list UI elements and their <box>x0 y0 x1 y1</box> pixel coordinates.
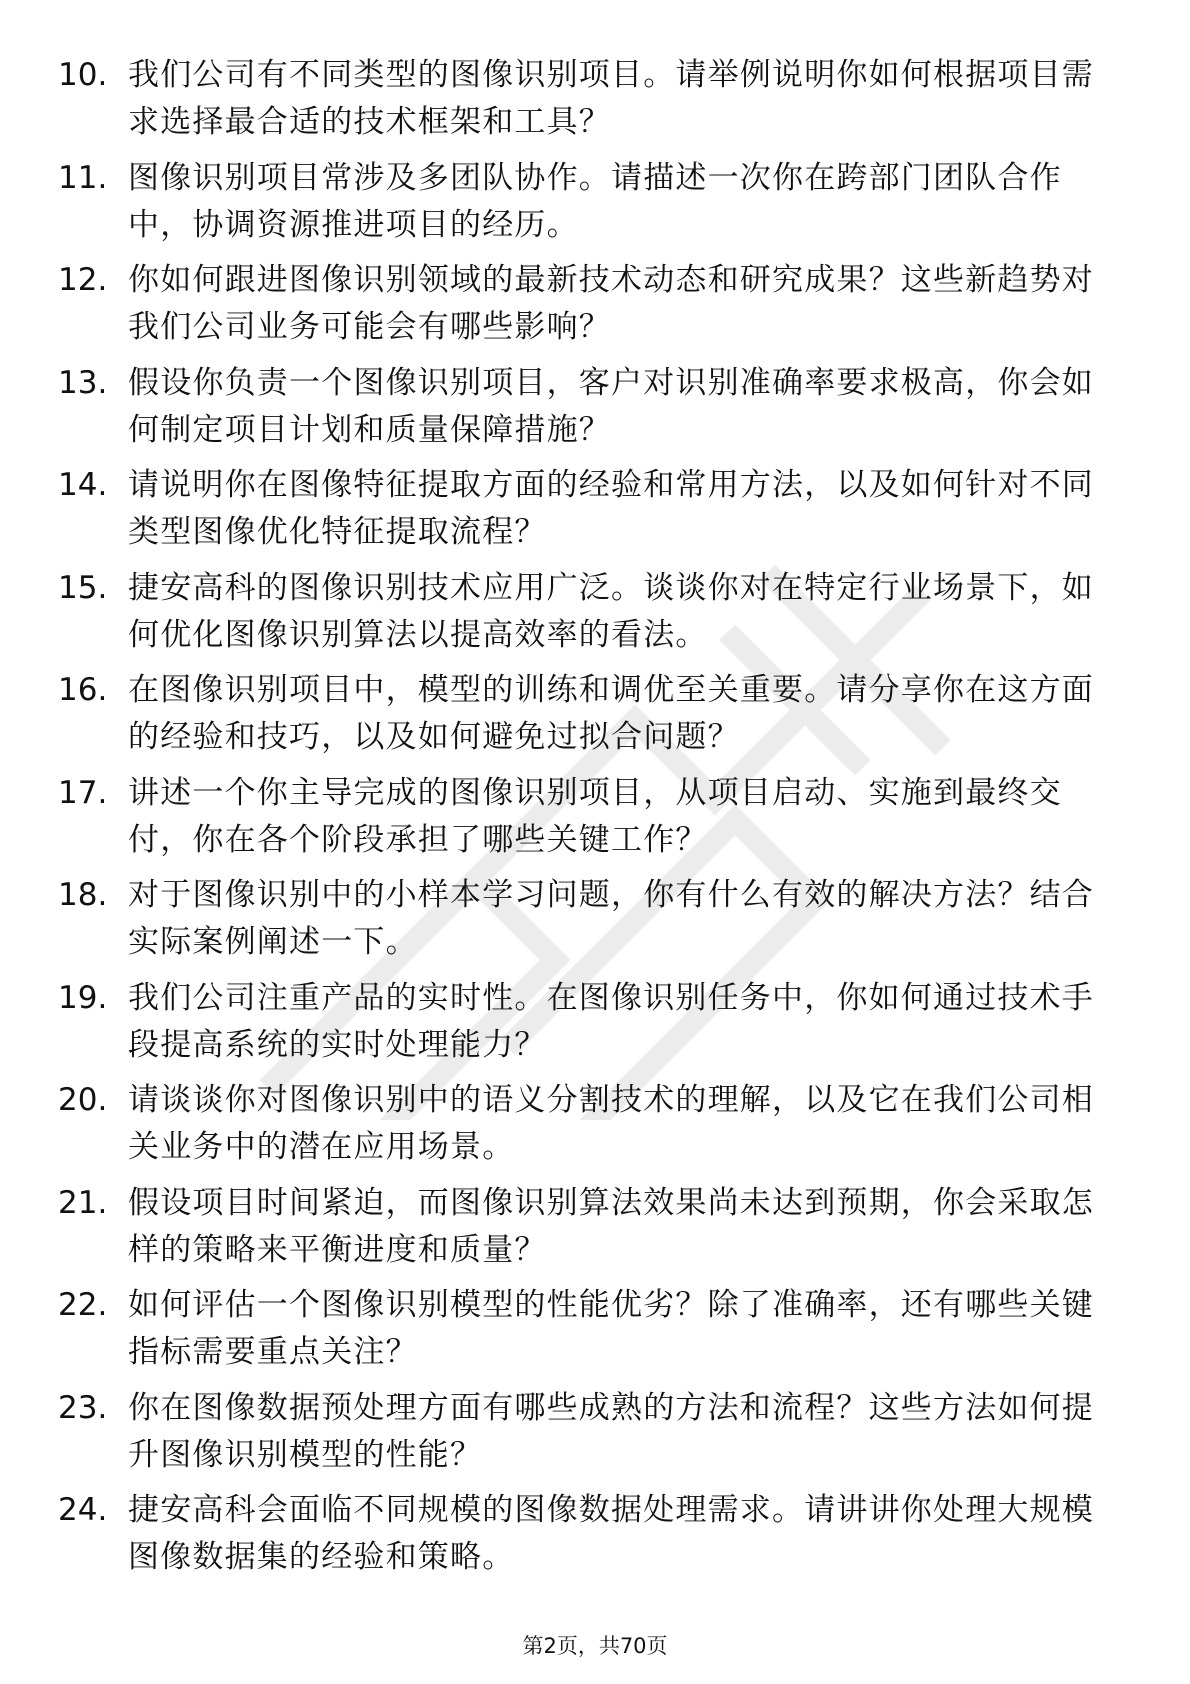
list-item <box>58 1077 1128 1180</box>
question-text: 捷安高科会面临不同规模的图像数据处理需求。请讲讲你处理大规模图像数据集的经验和策略。 <box>128 1492 1094 1575</box>
question-text: 对于图像识别中的小样本学习问题，你有什么有效的解决方法？结合实际案例阐述一下。 <box>128 877 1094 960</box>
list-item <box>58 257 1128 360</box>
list-item <box>58 667 1128 770</box>
question-text: 请说明你在图像特征提取方面的经验和常用方法，以及如何针对不同类型图像优化特征提取流程？ <box>128 467 1094 550</box>
question-text: 你如何跟进图像识别领域的最新技术动态和研究成果？这些新趋势对我们公司业务可能会有哪些影响？ <box>128 262 1094 345</box>
list-item <box>58 872 1128 975</box>
question-number: 13. <box>58 364 108 401</box>
list-item <box>58 770 1128 873</box>
question-text: 你在图像数据预处理方面有哪些成熟的方法和流程？这些方法如何提升图像识别模型的性能？ <box>128 1389 1094 1473</box>
list-item <box>58 1487 1128 1590</box>
question-list <box>58 52 1128 1590</box>
list-item <box>58 462 1128 565</box>
list-item <box>58 565 1128 668</box>
question-number: 14. <box>58 467 108 503</box>
list-item <box>58 52 1128 155</box>
question-number: 10. <box>58 57 108 93</box>
question-text: 在图像识别项目中，模型的训练和调优至关重要。请分享你在这方面的经验和技巧，以及如何避免过拟合问题？ <box>128 672 1094 755</box>
question-number: 12. <box>58 262 108 298</box>
question-number: 19. <box>58 979 108 1016</box>
question-number: 24. <box>58 1492 108 1528</box>
list-item <box>58 360 1128 463</box>
page-number: 第2页，共70页 <box>522 1634 668 1658</box>
question-text: 捷安高科的图像识别技术应用广泛。谈谈你对在特定行业场景下，如何优化图像识别算法以提高效率的看法。 <box>128 569 1094 653</box>
list-item <box>58 155 1128 258</box>
question-number: 23. <box>58 1389 108 1426</box>
question-text: 如何评估一个图像识别模型的性能优劣？除了准确率，还有哪些关键指标需要重点关注？ <box>128 1287 1094 1370</box>
question-number: 21. <box>58 1184 108 1221</box>
question-number: 16. <box>58 672 108 708</box>
question-number: 22. <box>58 1287 108 1323</box>
question-number: 15. <box>58 569 108 606</box>
question-text: 假设项目时间紧迫，而图像识别算法效果尚未达到预期，你会采取怎样的策略来平衡进度和质量？ <box>128 1184 1094 1268</box>
question-text: 我们公司注重产品的实时性。在图像识别任务中，你如何通过技术手段提高系统的实时处理能力？ <box>128 979 1094 1063</box>
question-text: 讲述一个你主导完成的图像识别项目，从项目启动、实施到最终交付，你在各个阶段承担了哪些关键工作？ <box>128 774 1062 858</box>
question-number: 11. <box>58 159 108 196</box>
question-number: 18. <box>58 877 108 913</box>
question-text: 假设你负责一个图像识别项目，客户对识别准确率要求极高，你会如何制定项目计划和质量保障措施？ <box>128 364 1094 448</box>
question-number: 17. <box>58 774 108 811</box>
list-item <box>58 1282 1128 1385</box>
question-number: 20. <box>58 1082 108 1118</box>
question-text: 我们公司有不同类型的图像识别项目。请举例说明你如何根据项目需求选择最合适的技术框架和工具？ <box>128 57 1094 140</box>
question-text: 请谈谈你对图像识别中的语义分割技术的理解，以及它在我们公司相关业务中的潜在应用场景。 <box>128 1082 1094 1165</box>
list-item <box>58 1180 1128 1283</box>
list-item <box>58 975 1128 1078</box>
question-text: 图像识别项目常涉及多团队协作。请描述一次你在跨部门团队合作中，协调资源推进项目的经历。 <box>128 159 1062 243</box>
list-item <box>58 1385 1128 1488</box>
